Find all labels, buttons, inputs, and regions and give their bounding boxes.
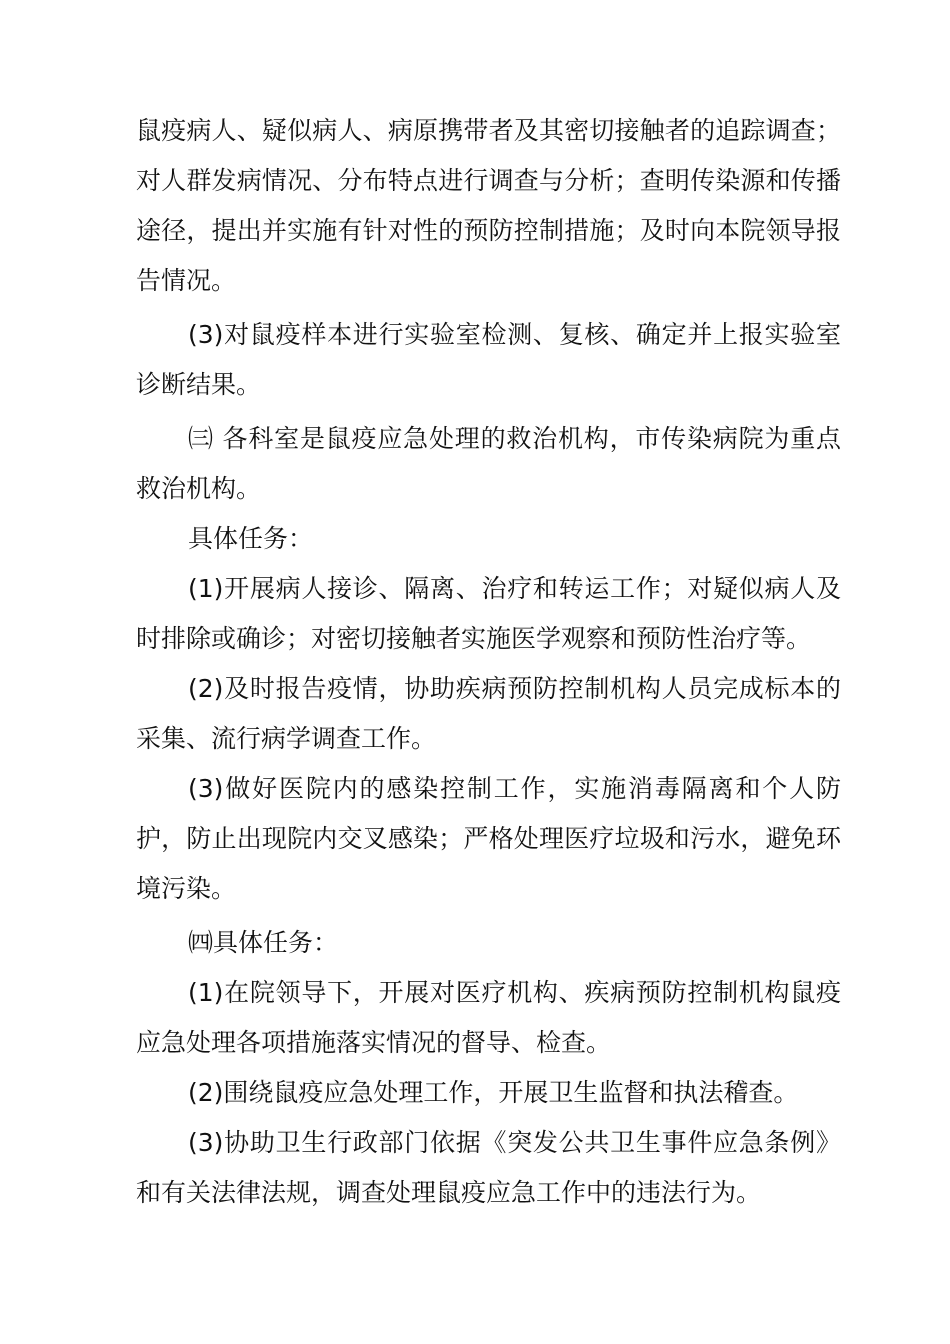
paragraph-specific-tasks-four: ㈣具体任务： xyxy=(188,928,339,957)
paragraph-supervision-inspection: (1)在院领导下，开展对医疗机构、疾病预防控制机构鼠疫应急处理各项措施落实情况的督导、检查。 xyxy=(136,978,841,1057)
paragraph-health-supervision: (2)围绕鼠疫应急处理工作，开展卫生监督和执法稽查。 xyxy=(188,1078,799,1107)
paragraph-lab-testing: (3)对鼠疫样本进行实验室检测、复核、确定并上报实验室诊断结果。 xyxy=(136,320,841,399)
document-body xyxy=(136,106,841,1218)
paragraph-specific-tasks-heading: 具体任务： xyxy=(188,524,314,553)
paragraph-infection-control: (3)做好医院内的感染控制工作，实施消毒隔离和个人防护，防止出现院内交叉感染；严格处理医疗垃圾和污水，避免环境污染。 xyxy=(136,774,841,903)
paragraph-treatment-institutions: ㈢ 各科室是鼠疫应急处理的救治机构，市传染病院为重点救治机构。 xyxy=(136,424,841,503)
paragraph-patient-reception: (1)开展病人接诊、隔离、治疗和转运工作；对疑似病人及时排除或确诊；对密切接触者实施医学观察和预防性治疗等。 xyxy=(136,574,841,653)
paragraph-tracing-investigation: 鼠疫病人、疑似病人、病原携带者及其密切接触者的追踪调查；对人群发病情况、分布特点进行调查与分析；查明传染源和传播途径，提出并实施有针对性的预防控制措施；及时向本院领导报告情况。 xyxy=(136,116,841,295)
paragraph-legal-investigation: (3)协助卫生行政部门依据《突发公共卫生事件应急条例》和有关法律法规，调查处理鼠疫应急工作中的违法行为。 xyxy=(136,1128,841,1207)
paragraph-epidemic-reporting: (2)及时报告疫情，协助疾病预防控制机构人员完成标本的采集、流行病学调查工作。 xyxy=(136,674,841,753)
